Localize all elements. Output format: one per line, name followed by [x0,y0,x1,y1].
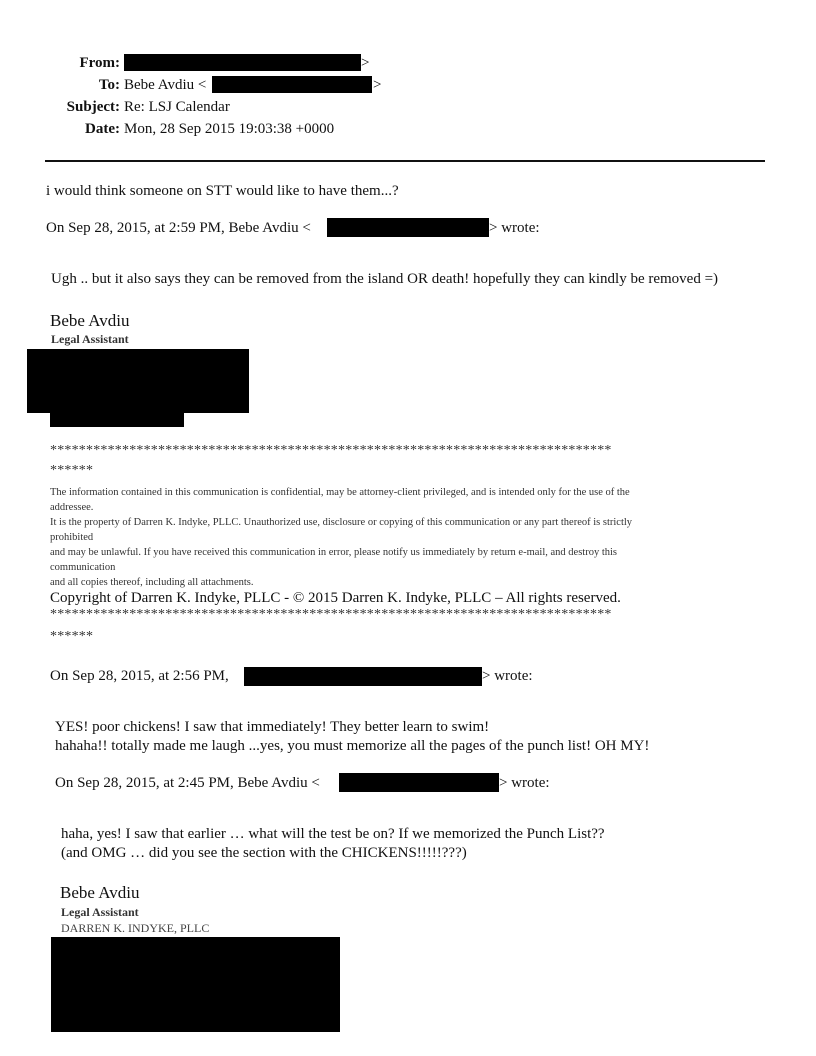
to-value: Bebe Avdiu < [124,77,207,93]
copyright-line: Copyright of Darren K. Indyke, PLLC - © 2015 Darren K. Indyke, PLLC – All rights reserved. [50,590,621,606]
signature-2-firm: DARREN K. INDYKE, PLLC [61,921,210,935]
message-3-line-1: haha, yes! I saw that earlier … what will the test be on? If we memorized the Punch List?? [61,826,605,842]
from-label: From: [79,55,120,71]
redacted-to-address [212,76,372,93]
quote-header-2: On Sep 28, 2015, at 2:56 PM, [50,668,229,684]
subject-label: Subject: [66,99,120,115]
redacted-signature-block-1b [50,411,184,427]
subject-value: Re: LSJ Calendar [124,99,230,115]
disclaimer-line-3: It is the property of Darren K. Indyke, PLLC. Unauthorized use, disclosure or copying of this communication or any part thereof is strictly [50,517,633,528]
signature-2-name: Bebe Avdiu [60,883,140,902]
redacted-signature-block-2 [51,937,340,1032]
signature-1-role: Legal Assistant [51,332,129,346]
header-divider [45,160,765,162]
quote-header-2-suffix: > wrote: [482,668,533,684]
redacted-email-3 [339,773,499,792]
disclaimer-line-1: The information contained in this communication is confidential, may be attorney-client privileged, and is intended only for the use of the [50,487,630,498]
message-3-line-2: (and OMG … did you see the section with the CHICKENS!!!!!???) [61,845,467,861]
signature-1-name: Bebe Avdiu [50,311,130,330]
disclaimer-line-4: prohibited [50,532,94,543]
separator-stars-2-tail: ****** [50,629,94,644]
redacted-signature-block-1 [27,349,249,413]
redacted-from-address [124,54,361,71]
redacted-email-2 [244,667,482,686]
date-value: Mon, 28 Sep 2015 19:03:38 +0000 [124,121,335,137]
to-label: To: [98,77,120,93]
quote-header-1: On Sep 28, 2015, at 2:59 PM, Bebe Avdiu < [46,220,311,236]
separator-stars-2: ****************************************************************************** [50,607,612,622]
from-suffix: > [361,55,370,71]
quote-header-3: On Sep 28, 2015, at 2:45 PM, Bebe Avdiu < [55,775,320,791]
disclaimer-line-7: and all copies thereof, including all attachments. [50,577,254,588]
quote-header-3-suffix: > wrote: [499,775,550,791]
redacted-email-1 [327,218,489,237]
disclaimer-line-2: addressee. [50,502,94,513]
quote-header-1-suffix: > wrote: [489,220,540,236]
message-2-line-1: YES! poor chickens! I saw that immediately! They better learn to swim! [55,719,490,735]
reply-text: i would think someone on STT would like to have them...? [46,183,399,199]
signature-2-role: Legal Assistant [61,905,139,919]
to-suffix: > [373,77,382,93]
message-1: Ugh .. but it also says they can be removed from the island OR death! hopefully they can kindly be removed =) [51,271,719,287]
date-label: Date: [85,121,120,137]
message-2-line-2: hahaha!! totally made me laugh ...yes, you must memorize all the pages of the punch list! OH MY! [55,738,650,754]
disclaimer-line-5: and may be unlawful. If you have received this communication in error, please notify us immediately by return e-mail, and destroy this [50,547,617,558]
separator-stars-1-tail: ****** [50,463,94,478]
separator-stars-1: ****************************************************************************** [50,443,612,458]
disclaimer-line-6: communication [50,562,116,573]
